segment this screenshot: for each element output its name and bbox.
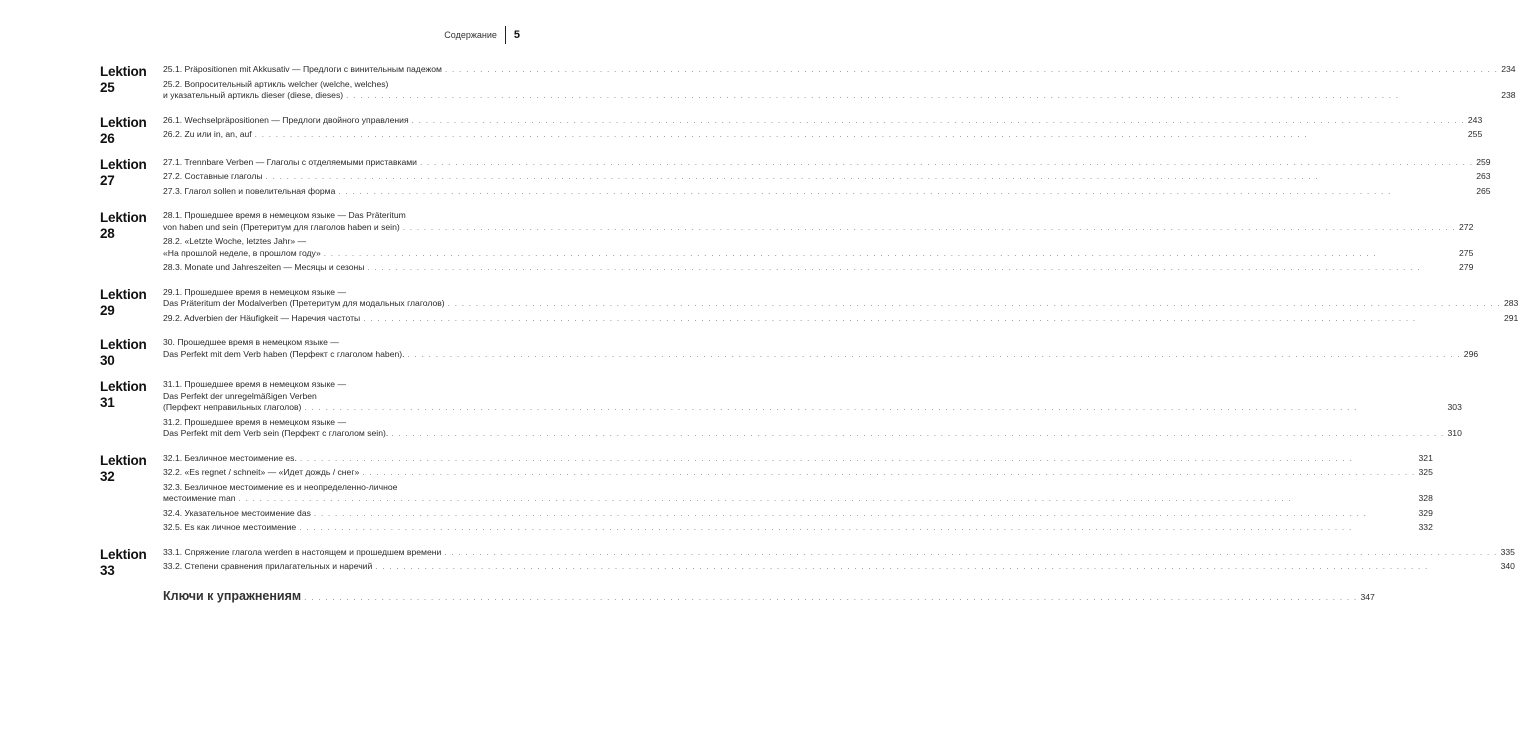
entry-line: 29.1. Прошедшее время в немецком языке —	[163, 286, 347, 297]
entry-page-number: 272	[1459, 221, 1474, 232]
entry-row	[163, 129, 1482, 141]
entry-line: 28.1. Прошедшее время в немецком языке — Das Präteritum	[163, 210, 406, 220]
entry-row	[163, 467, 1433, 479]
dot-leader: . . . . . . . . . . . . . . . . . . . . . . . . . . . . . . . . . . . . . . . . . . . . . . . . . . . . . . . . . . . . . . . . . . . . . . . . . . . . . . . . . . . . . . . . . . . . . . . . . . . . . . . . . . . . . . . . . . . . . . . . . . . . . . . . . . . . . . . . . . . . . . . . . . . . . .	[254, 130, 1308, 139]
entry-page-number: 321	[1418, 452, 1433, 463]
table-of-contents	[100, 64, 1518, 603]
answer-keys-title: Ключи к упражнениям	[163, 588, 302, 603]
dot-leader: . . . . . . . . . . . . . . . . . . . . . . . . . . . . . . . . . . . . . . . . . . . . . . . . . . . . . . . . . . . . . . . . . . . . . . . . . . . . . . . . . . . . . . . . . . . . . . . . . . . . . . . . . . . . . . . . . . . . . . . . . . . . . . . . . . . . . . . . . . . . . . . . . . . . . .	[338, 186, 1392, 196]
lesson-block	[100, 64, 1516, 105]
entry-page-number: 303	[1447, 402, 1462, 412]
entry-line: 31.1. Прошедшее время в немецком языке —	[163, 379, 347, 389]
toc-entry[interactable]	[163, 115, 1482, 127]
lesson-entries	[163, 547, 1515, 579]
dot-leader: . . . . . . . . . . . . . . . . . . . . . . . . . . . . . . . . . . . . . . . . . . . . . . . . . . . . . . . . . . . . . . . . . . . . . . . . . . . . . . . . . . . . . . . . . . . . . . . . . . . . . . . . . . . . . . . . . . . . . . . . . . . . . . . . . . . . . . . . . . . . . . . . . . . . . .	[407, 349, 1461, 359]
entry-line: 26.1. Wechselpräpositionen — Предлоги двойного управления	[163, 114, 409, 125]
toc-entry[interactable]	[163, 453, 1433, 465]
toc-entry[interactable]	[163, 337, 1478, 360]
entry-line: 32.5. Es как личное местоимение	[163, 522, 297, 532]
entry-line: 28.3. Monate und Jahreszeiten — Месяцы и сезоны	[163, 262, 365, 272]
toc-entry[interactable]	[163, 64, 1516, 76]
lesson-block	[100, 114, 1483, 147]
entry-row	[163, 171, 1491, 183]
dot-leader: . . . . . . . . . . . . . . . . . . . . . . . . . . . . . . . . . . . . . . . . . . . . . . . . . . . . . . . . . . . . . . . . . . . . . . . . . . . . . . . . . . . . . . . . . . . . . . . . . . . . . . . . . . . . . . . . . . . . . . . . . . . . . . . . . . . . . . . . . . . . . . . . . . . . . .	[238, 494, 1292, 503]
dot-leader: . . . . . . . . . . . . . . . . . . . . . . . . . . . . . . . . . . . . . . . . . . . . . . . . . . . . . . . . . . . . . . . . . . . . . . . . . . . . . . . . . . . . . . . . . . . . . . . . . . . . . . . . . . . . . . . . . . . . . . . . . . . . . . . . . . . . . . . . . . . . . . . . . . . . . .	[313, 508, 1368, 518]
header-divider	[505, 26, 506, 44]
entry-line: Das Perfekt mit dem Verb sein (Перфект с глаголом sein).	[163, 428, 389, 438]
entry-row	[163, 522, 1433, 534]
entry-page-number: 265	[1476, 185, 1491, 196]
entry-line: «На прошлой неделе, в прошлом году»	[163, 247, 321, 258]
lesson-label: Lektion 32	[100, 452, 147, 484]
dot-leader: . . . . . . . . . . . . . . . . . . . . . . . . . . . . . . . . . . . . . . . . . . . . . . . . . . . . . . . . . . . . . . . . . . . . . . . . . . . . . . . . . . . . . . . . . . . . . . . . . . . . . . . . . . . . . . . . . . . . . . . . . . . . . . . . . . . . . . . . . . . . . . . . . . . . . .	[444, 65, 1499, 74]
toc-entry[interactable]	[163, 522, 1433, 534]
toc-entry[interactable]	[163, 482, 1433, 505]
entry-page-number: 310	[1447, 428, 1462, 438]
entry-line: 32.2. «Es regnet / schneit» — «Идет дождь / снег»	[163, 467, 360, 477]
entry-row	[163, 508, 1433, 520]
entry-row	[163, 298, 1518, 310]
lesson-label: Lektion 25	[100, 64, 147, 95]
lesson-entries	[163, 64, 1516, 105]
entry-page-number: 234	[1501, 64, 1516, 74]
lesson-entries	[163, 287, 1518, 328]
dot-leader: . . . . . . . . . . . . . . . . . . . . . . . . . . . . . . . . . . . . . . . . . . . . . . . . . . . . . . . . . . . . . . . . . . . . . . . . . . . . . . . . . . . . . . . . . . . . . . . . . . . . . . . . . . . . . . . . . . . . . . . . . . . . . . . . . . . . . . . . . . . . . . . . . . . . . .	[391, 429, 1445, 438]
entry-line: Das Perfekt der unregelmäßigen Verben	[163, 390, 317, 401]
lesson-entries	[163, 157, 1491, 201]
entry-page-number: 329	[1418, 507, 1433, 518]
entry-row	[163, 453, 1433, 465]
entry-line: и указательный артикль dieser (diese, dieses)	[163, 90, 344, 100]
lesson-block	[100, 286, 1518, 328]
entry-row	[163, 64, 1516, 76]
entry-page-number: 325	[1418, 467, 1433, 477]
lesson-block	[100, 379, 1462, 443]
entry-line: 29.2. Adverbien der Häufigkeit — Наречия частоты	[163, 312, 361, 323]
lesson-block	[100, 156, 1491, 201]
toc-entry[interactable]	[163, 210, 1473, 233]
dot-leader: . . . . . . . . . . . . . . . . . . . . . . . . . . . . . . . . . . . . . . . . . . . . . . . . . . . . . . . . . . . . . . . . . . . . . . . . . . . . . . . . . . . . . . . . . . . . . . . . . . . . . . . . . . . . . . . . . . . . . . . . . . . . . . . . . . . . . . . . . . . . . . . . . . . . . .	[304, 592, 1358, 602]
dot-leader: . . . . . . . . . . . . . . . . . . . . . . . . . . . . . . . . . . . . . . . . . . . . . . . . . . . . . . . . . . . . . . . . . . . . . . . . . . . . . . . . . . . . . . . . . . . . . . . . . . . . . . . . . . . . . . . . . . . . . . . . . . . . . . . . . . . . . . . . . . . . . . . . . . . . . .	[367, 263, 1421, 272]
entry-line: 32.3. Безличное местоимение es и неопределенно-личное	[163, 481, 398, 492]
toc-entry[interactable]	[163, 379, 1462, 414]
entry-line: 28.2. «Letzte Woche, letztes Jahr» —	[163, 236, 307, 246]
entry-line: 31.2. Прошедшее время в немецком языке —	[163, 416, 347, 427]
entry-row	[163, 186, 1491, 198]
entry-page-number: 335	[1500, 546, 1515, 557]
entry-page-number: 238	[1501, 90, 1516, 100]
entry-row	[163, 547, 1515, 559]
header-title: Содержание	[444, 30, 497, 40]
lesson-entries	[163, 337, 1478, 369]
entry-page-number: 340	[1500, 561, 1515, 571]
answer-keys-entry[interactable]	[163, 588, 1375, 603]
entry-line: 25.2. Вопросительный артикль welcher (welche, welches)	[163, 78, 389, 89]
entry-row	[163, 262, 1473, 274]
dot-leader: . . . . . . . . . . . . . . . . . . . . . . . . . . . . . . . . . . . . . . . . . . . . . . . . . . . . . . . . . . . . . . . . . . . . . . . . . . . . . . . . . . . . . . . . . . . . . . . . . . . . . . . . . . . . . . . . . . . . . . . . . . . . . . . . . . . . . . . . . . . . . . . . . . . . . .	[447, 299, 1501, 308]
lesson-label: Lektion 33	[100, 546, 147, 578]
entry-line: 27.2. Составные глаголы	[163, 171, 263, 181]
entry-row	[163, 428, 1462, 440]
toc-entry[interactable]	[163, 313, 1518, 325]
lesson-entries	[163, 210, 1473, 277]
entry-row	[163, 248, 1473, 260]
dot-leader: . . . . . . . . . . . . . . . . . . . . . . . . . . . . . . . . . . . . . . . . . . . . . . . . . . . . . . . . . . . . . . . . . . . . . . . . . . . . . . . . . . . . . . . . . . . . . . . . . . . . . . . . . . . . . . . . . . . . . . . . . . . . . . . . . . . . . . . . . . . . . . . . . . . . . .	[299, 453, 1354, 463]
toc-entry[interactable]	[163, 79, 1516, 102]
entry-row	[163, 157, 1491, 169]
toc-entry[interactable]	[163, 561, 1515, 573]
toc-entry[interactable]	[163, 547, 1515, 559]
lesson-block	[100, 210, 1474, 277]
entry-page-number: 263	[1476, 171, 1491, 181]
toc-entry[interactable]	[163, 186, 1491, 198]
entry-line: 32.4. Указательное местоимение das	[163, 507, 311, 518]
lesson-entries	[163, 115, 1482, 147]
entry-line: 30. Прошедшее время в немецком языке —	[163, 337, 339, 347]
lesson-label: Lektion 30	[100, 337, 147, 368]
entry-page-number: 275	[1459, 247, 1474, 258]
dot-leader: . . . . . . . . . . . . . . . . . . . . . . . . . . . . . . . . . . . . . . . . . . . . . . . . . . . . . . . . . . . . . . . . . . . . . . . . . . . . . . . . . . . . . . . . . . . . . . . . . . . . . . . . . . . . . . . . . . . . . . . . . . . . . . . . . . . . . . . . . . . . . . . . . . . . . .	[363, 313, 1417, 323]
toc-entry[interactable]	[163, 287, 1518, 310]
entry-page-number: 255	[1467, 129, 1483, 139]
entry-row	[163, 561, 1515, 573]
entry-page-number: 243	[1467, 114, 1483, 125]
entry-row	[163, 222, 1473, 234]
entry-line: местоимение man	[163, 493, 236, 503]
toc-entry[interactable]	[163, 262, 1473, 274]
toc-entry[interactable]	[163, 129, 1482, 141]
entry-line: 32.1. Безличное местоимение es.	[163, 452, 297, 463]
dot-leader: . . . . . . . . . . . . . . . . . . . . . . . . . . . . . . . . . . . . . . . . . . . . . . . . . . . . . . . . . . . . . . . . . . . . . . . . . . . . . . . . . . . . . . . . . . . . . . . . . . . . . . . . . . . . . . . . . . . . . . . . . . . . . . . . . . . . . . . . . . . . . . . . . . . . . .	[323, 248, 1378, 258]
entry-line: 26.2. Zu или in, an, auf	[163, 129, 252, 139]
dot-leader: . . . . . . . . . . . . . . . . . . . . . . . . . . . . . . . . . . . . . . . . . . . . . . . . . . . . . . . . . . . . . . . . . . . . . . . . . . . . . . . . . . . . . . . . . . . . . . . . . . . . . . . . . . . . . . . . . . . . . . . . . . . . . . . . . . . . . . . . . . . . . . . . . . . . . .	[444, 547, 1498, 557]
entry-line: 33.2. Степени сравнения прилагательных и наречий	[163, 561, 373, 571]
dot-leader: . . . . . . . . . . . . . . . . . . . . . . . . . . . . . . . . . . . . . . . . . . . . . . . . . . . . . . . . . . . . . . . . . . . . . . . . . . . . . . . . . . . . . . . . . . . . . . . . . . . . . . . . . . . . . . . . . . . . . . . . . . . . . . . . . . . . . . . . . . . . . . . . . . . . . .	[265, 172, 1319, 181]
entry-row	[163, 115, 1482, 127]
toc-entry[interactable]	[163, 171, 1491, 183]
dot-leader: . . . . . . . . . . . . . . . . . . . . . . . . . . . . . . . . . . . . . . . . . . . . . . . . . . . . . . . . . . . . . . . . . . . . . . . . . . . . . . . . . . . . . . . . . . . . . . . . . . . . . . . . . . . . . . . . . . . . . . . . . . . . . . . . . . . . . . . . . . . . . . . . . . . . . .	[375, 562, 1429, 571]
entry-row	[163, 349, 1478, 361]
toc-entry[interactable]	[163, 508, 1433, 520]
entry-page-number: 283	[1503, 298, 1518, 308]
lesson-label: Lektion 27	[100, 156, 147, 188]
dot-leader: . . . . . . . . . . . . . . . . . . . . . . . . . . . . . . . . . . . . . . . . . . . . . . . . . . . . . . . . . . . . . . . . . . . . . . . . . . . . . . . . . . . . . . . . . . . . . . . . . . . . . . . . . . . . . . . . . . . . . . . . . . . . . . . . . . . . . . . . . . . . . . . . . . . . . .	[362, 468, 1416, 477]
entry-row	[163, 493, 1433, 505]
dot-leader: . . . . . . . . . . . . . . . . . . . . . . . . . . . . . . . . . . . . . . . . . . . . . . . . . . . . . . . . . . . . . . . . . . . . . . . . . . . . . . . . . . . . . . . . . . . . . . . . . . . . . . . . . . . . . . . . . . . . . . . . . . . . . . . . . . . . . . . . . . . . . . . . . . . . . .	[411, 115, 1465, 125]
entry-line: Das Perfekt mit dem Verb haben (Перфект с глаголом haben).	[163, 348, 405, 359]
entry-line: 33.1. Спряжение глагола werden в настоящем и прошедшем времени	[163, 546, 442, 557]
entry-row	[163, 402, 1462, 414]
lesson-label: Lektion 31	[100, 379, 147, 410]
entry-line: Das Präteritum der Modalverben (Претеритум для модальных глаголов)	[163, 298, 445, 308]
dot-leader: . . . . . . . . . . . . . . . . . . . . . . . . . . . . . . . . . . . . . . . . . . . . . . . . . . . . . . . . . . . . . . . . . . . . . . . . . . . . . . . . . . . . . . . . . . . . . . . . . . . . . . . . . . . . . . . . . . . . . . . . . . . . . . . . . . . . . . . . . . . . . . . . . . . . . .	[346, 91, 1400, 100]
entry-page-number: 291	[1503, 312, 1518, 323]
entry-row	[163, 313, 1518, 325]
page-number: 5	[513, 29, 520, 41]
lesson-entries	[163, 453, 1433, 537]
lesson-label: Lektion 26	[100, 114, 147, 146]
entry-line: 25.1. Präpositionen mit Akkusativ — Предлоги с винительным падежом	[163, 64, 442, 74]
running-header	[444, 26, 520, 44]
toc-entry[interactable]	[163, 157, 1491, 169]
entry-line: (Перфект неправильных глаголов)	[163, 402, 302, 412]
entry-row	[163, 90, 1516, 102]
dot-leader: . . . . . . . . . . . . . . . . . . . . . . . . . . . . . . . . . . . . . . . . . . . . . . . . . . . . . . . . . . . . . . . . . . . . . . . . . . . . . . . . . . . . . . . . . . . . . . . . . . . . . . . . . . . . . . . . . . . . . . . . . . . . . . . . . . . . . . . . . . . . . . . . . . . . . .	[419, 157, 1474, 167]
toc-entry[interactable]	[163, 417, 1462, 440]
entry-line: von haben und sein (Претеритум для глаголов haben и sein)	[163, 221, 400, 232]
lesson-block	[100, 452, 1433, 537]
entry-page-number: 279	[1459, 262, 1474, 272]
entry-line: 27.1. Trennbare Verben — Глаголы с отделяемыми приставками	[163, 156, 417, 167]
entry-page-number: 296	[1463, 348, 1479, 359]
lesson-block	[100, 546, 1515, 579]
entry-page-number: 259	[1476, 156, 1491, 167]
lesson-label: Lektion 28	[100, 210, 147, 241]
dot-leader: . . . . . . . . . . . . . . . . . . . . . . . . . . . . . . . . . . . . . . . . . . . . . . . . . . . . . . . . . . . . . . . . . . . . . . . . . . . . . . . . . . . . . . . . . . . . . . . . . . . . . . . . . . . . . . . . . . . . . . . . . . . . . . . . . . . . . . . . . . . . . . . . . . . . . .	[402, 222, 1457, 232]
answer-keys-page-number: 347	[1360, 591, 1375, 602]
lesson-label: Lektion 29	[100, 286, 147, 318]
lesson-block	[100, 337, 1479, 369]
toc-entry[interactable]	[163, 467, 1433, 479]
dot-leader: . . . . . . . . . . . . . . . . . . . . . . . . . . . . . . . . . . . . . . . . . . . . . . . . . . . . . . . . . . . . . . . . . . . . . . . . . . . . . . . . . . . . . . . . . . . . . . . . . . . . . . . . . . . . . . . . . . . . . . . . . . . . . . . . . . . . . . . . . . . . . . . . . . . . . .	[304, 403, 1358, 412]
entry-line: 27.3. Глагол sollen и повелительная форма	[163, 185, 336, 196]
entry-page-number: 332	[1418, 522, 1433, 532]
entry-page-number: 328	[1418, 493, 1433, 503]
lesson-entries	[163, 379, 1462, 443]
dot-leader: . . . . . . . . . . . . . . . . . . . . . . . . . . . . . . . . . . . . . . . . . . . . . . . . . . . . . . . . . . . . . . . . . . . . . . . . . . . . . . . . . . . . . . . . . . . . . . . . . . . . . . . . . . . . . . . . . . . . . . . . . . . . . . . . . . . . . . . . . . . . . . . . . . . . . .	[299, 523, 1353, 532]
toc-entry[interactable]	[163, 236, 1473, 259]
